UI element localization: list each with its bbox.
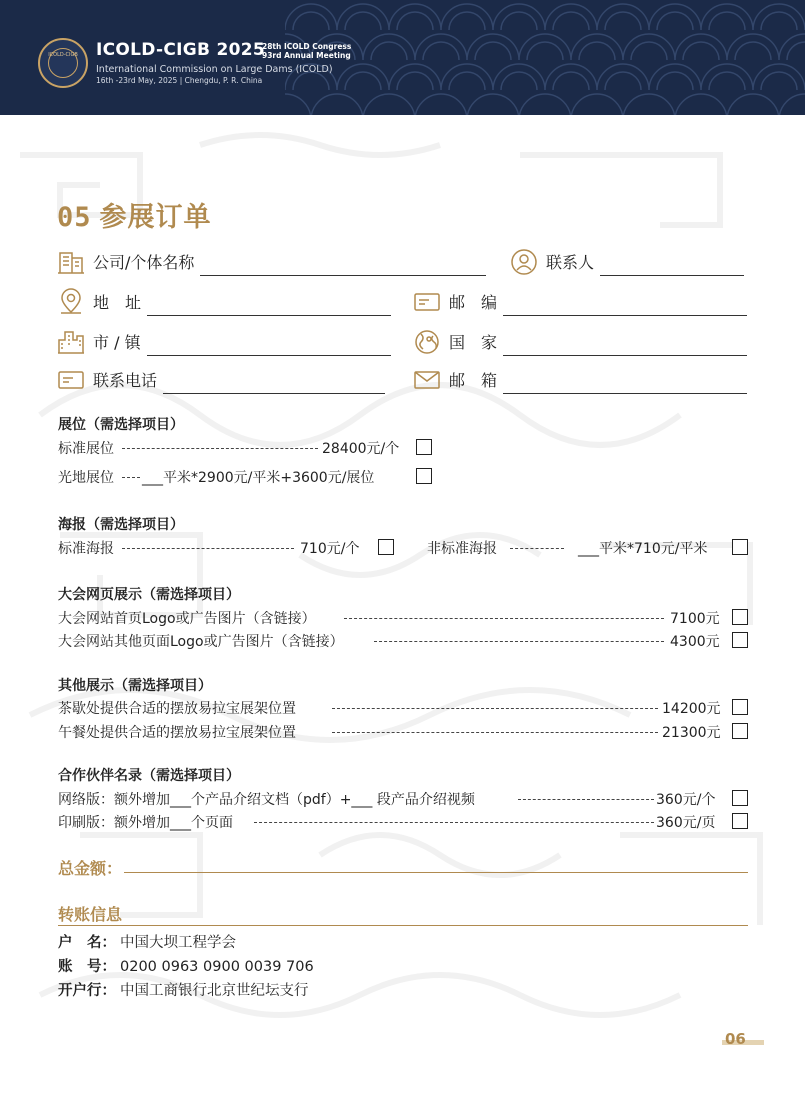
booth-group-title: 展位（需选择项目） xyxy=(58,417,184,433)
lunch-row: 午餐处提供合适的摆放易拉宝展架位置 21300元 xyxy=(58,722,748,742)
tea-break-row: 茶歇处提供合适的摆放易拉宝展架位置 14200元 xyxy=(58,698,748,718)
poster-row: 标准海报 710元/个 非标准海报 ___平米*710元/平米 xyxy=(58,538,748,558)
other-display-group-title: 其他展示（需选择项目） xyxy=(58,678,212,694)
lunch-checkbox[interactable] xyxy=(732,723,748,739)
bank-account-name: 户 名： 中国大坝工程学会 xyxy=(58,935,236,951)
postcode-card-icon xyxy=(413,288,441,316)
address-input-line[interactable] xyxy=(147,292,391,316)
web-home-row: 大会网站首页Logo或广告图片（含链接） 7100元 xyxy=(58,608,748,628)
mail-icon xyxy=(413,366,441,394)
postcode-input-line[interactable] xyxy=(503,292,747,316)
booth-space-row: 光地展位 ___平米*2900元/平米+3600元/展位 xyxy=(58,467,748,487)
tea-break-checkbox[interactable] xyxy=(732,699,748,715)
phone-card-icon xyxy=(57,366,85,394)
company-input-line[interactable] xyxy=(200,252,486,276)
web-other-row: 大会网站其他页面Logo或广告图片（含链接） 4300元 xyxy=(58,631,748,651)
email-field[interactable]: 邮 箱 xyxy=(413,364,747,394)
bank-info-title: 转账信息 xyxy=(58,905,123,924)
country-input-line[interactable] xyxy=(503,332,747,356)
partner-print-checkbox[interactable] xyxy=(732,813,748,829)
location-pin-icon xyxy=(57,288,85,316)
bank-name: 开户行： 中国工商银行北京世纪坛支行 xyxy=(58,983,309,999)
partner-online-row: 网络版：额外增加___个产品介绍文档（pdf）+___ 段产品介绍视频 360元/个 xyxy=(58,789,748,809)
header-title: ICOLD-CIGB 2025 xyxy=(96,40,266,60)
city-field[interactable]: 市 / 镇 xyxy=(57,326,391,356)
header-date: 16th -23rd May, 2025 | Chengdu, P. R. China xyxy=(96,76,263,85)
web-group-title: 大会网页展示（需选择项目） xyxy=(58,587,240,603)
partner-online-checkbox[interactable] xyxy=(732,790,748,806)
web-home-checkbox[interactable] xyxy=(732,609,748,625)
page-number: 06 xyxy=(725,1030,746,1048)
contact-field[interactable]: 联系人 xyxy=(510,246,744,276)
phone-field[interactable]: 联系电话 xyxy=(57,364,385,394)
bank-info-divider xyxy=(58,925,748,926)
booth-standard-checkbox[interactable] xyxy=(416,439,432,455)
poster-nonstandard-checkbox[interactable] xyxy=(732,539,748,555)
header-congress: 28th ICOLD Congress 93rd Annual Meeting xyxy=(262,42,352,60)
bank-account-number: 账 号： 0200 0963 0900 0039 706 xyxy=(58,959,314,975)
total-amount-input-line[interactable] xyxy=(124,872,748,873)
poster-group-title: 海报（需选择项目） xyxy=(58,517,184,533)
section-title: 05 参展订单 xyxy=(57,202,212,233)
web-other-checkbox[interactable] xyxy=(732,632,748,648)
postcode-field[interactable]: 邮 编 xyxy=(413,286,747,316)
country-field[interactable]: 国 家 xyxy=(413,326,747,356)
section-number: 05 xyxy=(57,202,92,233)
email-input-line[interactable] xyxy=(503,370,747,394)
total-amount-label: 总金额： xyxy=(58,859,123,878)
contact-input-line[interactable] xyxy=(600,252,744,276)
booth-standard-row: 标准展位 28400元/个 xyxy=(58,438,748,458)
company-field[interactable]: 公司/个体名称 xyxy=(57,246,486,276)
partner-print-row: 印刷版：额外增加___个页面 360元/页 xyxy=(58,812,748,832)
logo-text: ICOLD-CIGB xyxy=(48,52,78,58)
globe-pin-icon xyxy=(413,328,441,356)
city-input-line[interactable] xyxy=(147,332,391,356)
booth-space-checkbox[interactable] xyxy=(416,468,432,484)
city-buildings-icon xyxy=(57,328,85,356)
header-subtitle: International Commission on Large Dams (ICOLD) xyxy=(96,64,333,75)
building-icon xyxy=(57,248,85,276)
phone-input-line[interactable] xyxy=(163,370,385,394)
person-icon xyxy=(510,248,538,276)
partner-group-title: 合作伙伴名录（需选择项目） xyxy=(58,768,240,784)
address-field[interactable]: 地 址 xyxy=(57,286,391,316)
poster-standard-checkbox[interactable] xyxy=(378,539,394,555)
